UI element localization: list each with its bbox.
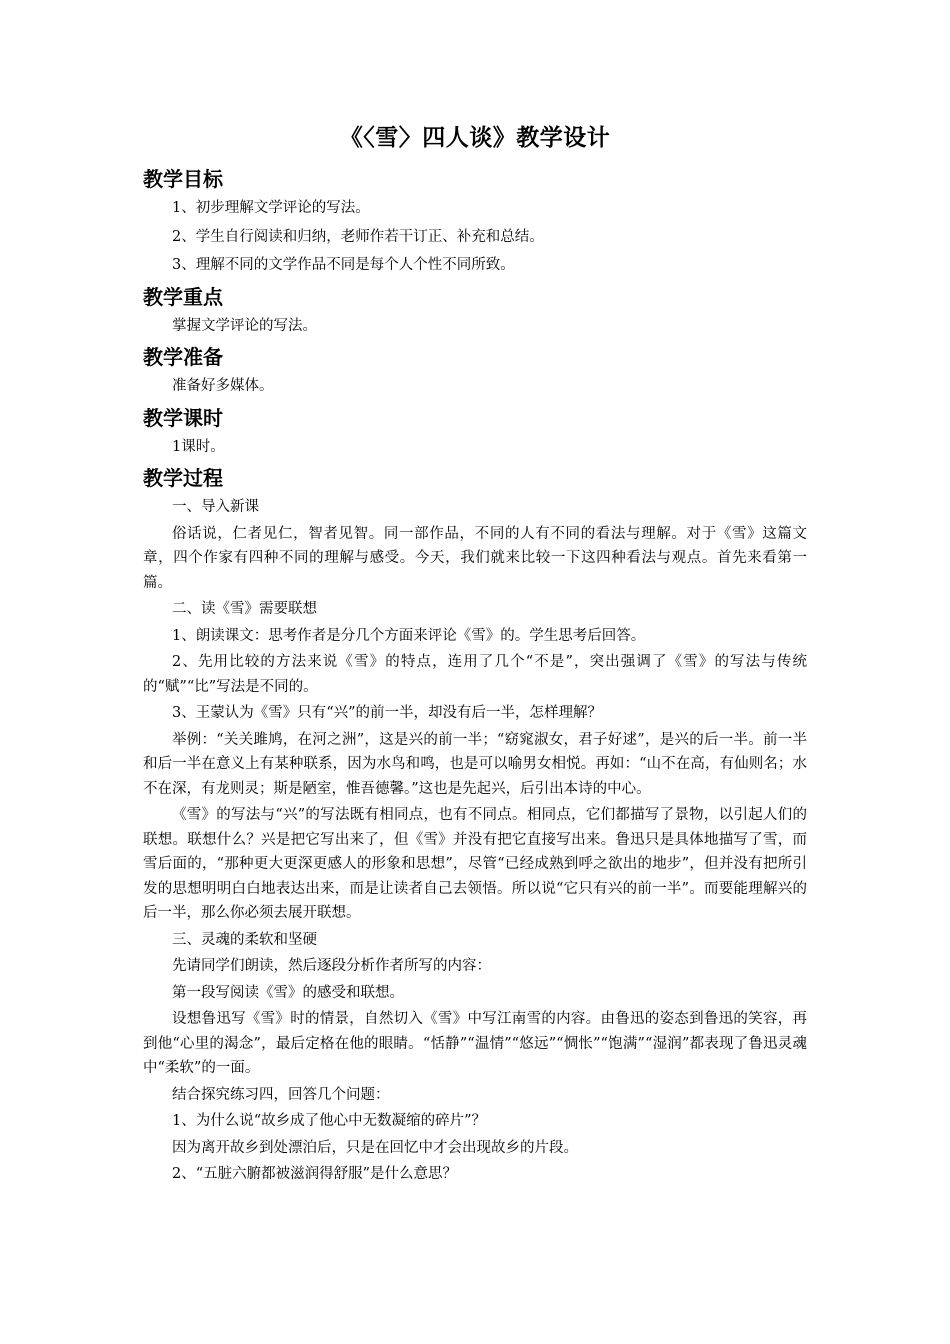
paragraph: 第一段写阅读《雪》的感受和联想。 (172, 984, 404, 1001)
section-heading: 教学准备 (143, 345, 223, 369)
section-objectives (143, 164, 807, 278)
section-heading: 教学课时 (143, 405, 223, 430)
paragraph: 2、“五脏六腑都被滋润得舒服”是什么意思？ (172, 1166, 458, 1182)
paragraph: 一、导入新课 (172, 499, 259, 515)
document-title: 《〈雪〉四人谈》教学设计 (339, 124, 611, 151)
paragraph: 准备好多媒体。 (172, 378, 274, 394)
document-page (143, 118, 807, 1189)
paragraph: 三、灵魂的柔软和坚硬 (172, 931, 317, 948)
paragraph: 2、学生自行阅读和归纳，老师作若干订正、补充和总结。 (172, 228, 544, 245)
section-heading: 教学目标 (143, 167, 223, 191)
section-preparation (143, 342, 807, 399)
paragraph: 1、为什么说“故乡成了他心中无数凝缩的碎片”？ (172, 1113, 487, 1129)
paragraph: 1课时。 (172, 438, 225, 455)
section-heading: 教学过程 (143, 466, 223, 490)
paragraph: 设想鲁迅写《雪》时的情景，自然切入《雪》中写江南雪的内容。由鲁迅的姿态到鲁迅的笑容，再到他“心里的渴念”，最后定格在他的眼睛。“恬静”“温情”“悠远”“惆怅”“饱满”“湿润”都表现了鲁迅灵魂中“柔软”的一面。 (143, 1011, 807, 1076)
paragraph: 举例：“关关雎鸠，在河之洲”，这是兴的前一半；“窈窕淑女，君子好逑”，是兴的后一半。前一半和后一半在意义上有某种联系，因为水鸟和鸣，也是可以喻男女相悦。再如：“山不在高，有仙则名；水不在深，有龙则灵；斯是陋室，惟吾德馨。”这也是先起兴，后引出本诗的中心。 (143, 731, 807, 797)
paragraph: 《雪》的写法与“兴”的写法既有相同点，也有不同点。相同点，它们都描写了景物，以引起人们的联想。联想什么？兴是把它写出来了，但《雪》并没有把它直接写出来。鲁迅只是具体地描写了雪，而雪后面的，“那种更大更深更感人的形象和思想”，尽管“已经成熟到呼之欲出的地步”，但并没有把所引发的思想明明白白地表达出来，而是让读者自己去领悟。所以说“它只有兴的前一半”。而要能理解兴的后一半，那么你必须去展开联想。 (143, 807, 807, 921)
paragraph: 2、先用比较的方法来说《雪》的特点，连用了几个“不是”，突出强调了《雪》的写法与传统的“赋”“比”写法是不同的。 (143, 654, 807, 695)
section-heading: 教学重点 (143, 284, 223, 309)
section-process (143, 463, 807, 1187)
paragraph: 先请同学们朗读，然后逐段分析作者所写的内容： (172, 958, 491, 974)
paragraph: 掌握文学评论的写法。 (172, 317, 317, 334)
paragraph: 3、王蒙认为《雪》只有“兴”的前一半，却没有后一半，怎样理解？ (172, 705, 603, 721)
section-class-hours (143, 403, 807, 460)
paragraph: 3、理解不同的文学作品不同是每个人个性不同所致。 (172, 257, 515, 273)
section-key-points (143, 282, 807, 339)
paragraph: 结合探究练习四，回答几个问题： (172, 1086, 390, 1103)
paragraph: 1、初步理解文学评论的写法。 (172, 200, 370, 216)
paragraph: 二、读《雪》需要联想 (172, 601, 317, 617)
paragraph: 俗话说，仁者见仁，智者见智。同一部作品，不同的人有不同的看法与理解。对于《雪》这篇文章，四个作家有四种不同的理解与感受。今天，我们就来比较一下这四种看法与观点。首先来看第一篇。 (143, 525, 807, 591)
paragraph: 因为离开故乡到处漂泊后，只是在回忆中才会出现故乡的片段。 (172, 1139, 578, 1156)
paragraph: 1、朗读课文：思考作者是分几个方面来评论《雪》的。学生思考后回答。 (172, 627, 646, 644)
